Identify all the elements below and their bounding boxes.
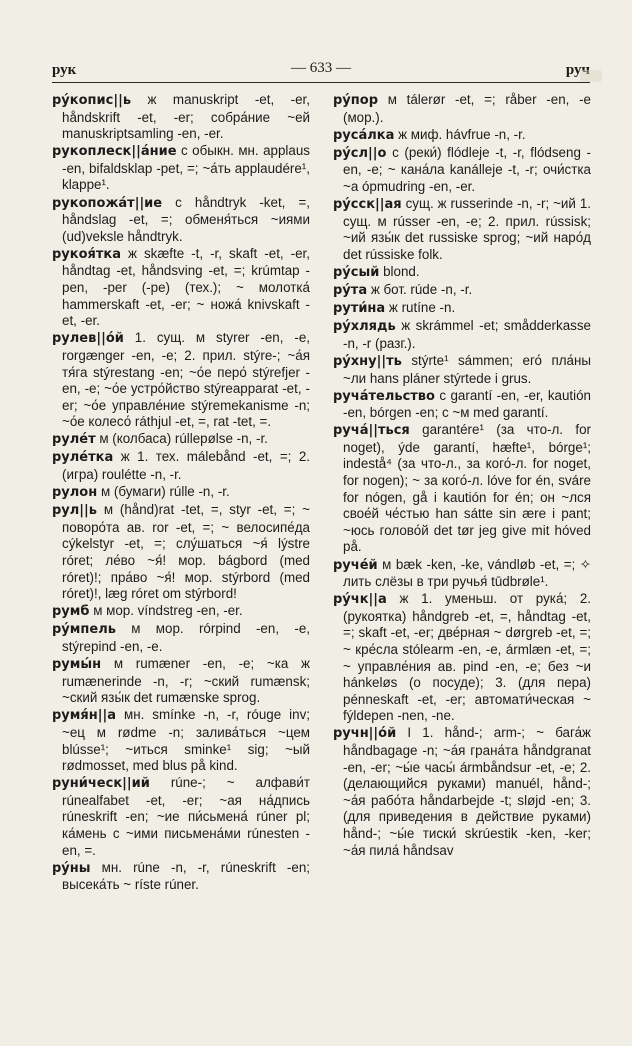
- dictionary-entry: [52, 860, 310, 894]
- dictionary-entry: [52, 484, 310, 502]
- entry-headword: рути́на: [333, 301, 386, 317]
- dictionary-entry: [52, 431, 310, 449]
- dictionary-entry: [52, 195, 310, 246]
- entry-headword: руча́тельство: [333, 388, 435, 404]
- dictionary-entry: [333, 92, 591, 126]
- entry-headword: ру́пор: [333, 93, 378, 108]
- dictionary-entry: [52, 603, 310, 621]
- entry-headword: рулон: [52, 485, 98, 501]
- left-column: [52, 92, 310, 932]
- entry-definition: мн. smínke -n, -r, róuge inv; ~ец м rødme -n; залива́ться ~цем blússe¹; ~иться sminke¹ sig; ~ый rødmosset, med blus på kind.: [62, 707, 310, 774]
- entry-headword: ру́сый: [333, 264, 380, 280]
- dictionary-entry: [333, 300, 591, 318]
- dictionary-entry: [333, 127, 591, 145]
- entry-headword: руче́й: [333, 557, 378, 573]
- dictionary-entry: [333, 318, 591, 352]
- dictionary-entry: [52, 656, 310, 707]
- entry-definition: ж skæfte -t, -r, skaft -et, -er, håndtag -et, håndsving -et, =; krúmtap -pen, -per (-pe) (тех.); ~ молотка́ hammerskaft -et, -er; ~ ножа́ knivskaft -et, -er.: [62, 245, 310, 329]
- page-header: [52, 60, 590, 82]
- entry-headword: румя́н||а: [52, 708, 117, 724]
- dictionary-entry: [333, 264, 591, 282]
- entry-headword: рукоя́тка: [52, 246, 122, 262]
- dictionary-entry: [333, 282, 591, 300]
- entry-definition: с garantí -en, -er, kautión -en, bórgen -en; с ~м med garantí.: [343, 387, 591, 421]
- entry-definition: с håndtryk -ket, =, håndslag -et, =; обменя́ться ~иями (ud)veksle håndtryk.: [62, 194, 310, 244]
- dictionary-entry: [52, 621, 310, 655]
- entry-definition: ж rutíne -n.: [385, 300, 456, 316]
- entry-headword: ру́чк||а: [333, 592, 387, 608]
- entry-headword: рукоплеск||а́ние: [52, 144, 177, 160]
- entry-definition: ж бот. rúde -n, -r.: [367, 282, 473, 298]
- entry-headword: ру́мпель: [52, 622, 116, 638]
- entry-definition: stýrte¹ sámmen; его́ пла́ны ~ли hans pláner stýrtede i grus.: [343, 352, 591, 386]
- entry-headword: рулев||о́й: [52, 331, 124, 347]
- entry-definition: ж 1. уменьш. от рука́; 2. (рукоятка) håndgreb -et, =, håndtag -et, =; skaft -et, -er; две́рная ~ dørgreb -et, =; ~ кре́сла stólearm -en, -e, ármlæn -et, =; ~ управле́ния ав. pind -en, -e; без ~и hánkeløs (о посуде); 3. (для пера) pénneskaft -et, -er; автомати́ческая ~ fýldepen -nen, -ne.: [343, 591, 591, 724]
- header-right-guideword: руч: [565, 62, 590, 78]
- entry-headword: ру́ны: [52, 860, 91, 876]
- entry-headword: румб: [52, 604, 90, 620]
- entry-headword: руни́ческ||ий: [52, 776, 150, 792]
- dictionary-entry: [52, 92, 310, 143]
- entry-headword: румы́н: [52, 657, 102, 673]
- dictionary-entry: [333, 388, 591, 422]
- entry-headword: ру́сл||о: [333, 145, 387, 161]
- entry-headword: рукопожа́т||ие: [52, 195, 163, 211]
- entry-definition: ж skrámmel -et; smådderkasse -n, -r (разг.).: [343, 318, 591, 351]
- entry-definition: мн. rúne -n, -r, rúneskrift -en; высека́ть ~ ríste rúner.: [62, 859, 310, 893]
- right-column: [333, 92, 591, 932]
- entry-definition: rúne-; ~ алфави́т rúnealfabet -et, -er; ~ая на́дпись rúneskrift -en; ~ие пи́сьмена́ rúner pl; ка́мень с ~ими письмена́ми rúnesten -en, =.: [62, 775, 310, 858]
- entry-definition: ж manuskript -et, -er, håndskrift -et, -er; собра́ние ~ей manuskriptsamling -en, -er.: [62, 92, 310, 142]
- entry-headword: ру́копис||ь: [52, 93, 132, 108]
- entry-definition: м (колбаса) rúllepølse -n, -r.: [95, 431, 268, 447]
- entry-headword: руса́лка: [333, 127, 395, 143]
- dictionary-entry: [52, 707, 310, 774]
- entry-definition: м tálerør -et, =; råber -en, -e (мор.).: [343, 92, 591, 125]
- dictionary-entry: [333, 145, 591, 196]
- header-left-guideword: рук: [52, 62, 77, 78]
- entry-definition: с (реки́) flódleje -t, -r, flódseng -en, -e; ~ кана́ла kanálleje -t, -r; очи́стка ~а ópmudring -en, -er.: [343, 144, 591, 194]
- dictionary-entry: [52, 330, 310, 431]
- entry-definition: ж миф. hávfrue -n, -r.: [394, 126, 526, 142]
- entry-definition: м bæk -ken, -ke, vándløb -et, =; ✧ лить слёзы в три ручья́ tūdbrøle¹.: [343, 556, 591, 590]
- entry-headword: рул||ь: [52, 503, 98, 519]
- entry-definition: сущ. ж russerinde -n, -r; ~ий 1. сущ. м rússer -en, -e; 2. прил. rússisk; ~ий язы́к det russiske sprog; ~ий наро́д det rússiske folk.: [343, 196, 591, 262]
- entry-headword: ру́та: [333, 283, 368, 299]
- entry-headword: руча́||ться: [333, 423, 410, 439]
- dictionary-entry: [333, 353, 591, 387]
- entry-headword: ру́хлядь: [333, 319, 396, 335]
- entry-definition: blond.: [379, 263, 420, 279]
- entry-definition: с обыкн. мн. applaus -en, bifaldsklap -pet, =; ~а́ть applaudére¹, klappe¹.: [62, 143, 310, 193]
- dictionary-entry: [52, 143, 310, 194]
- entry-headword: руле́т: [52, 432, 96, 448]
- entry-headword: ручн||о́й: [333, 726, 397, 742]
- entry-headword: ру́хну||ть: [333, 353, 402, 369]
- entry-definition: м (hånd)rat -tet, =, styr -et, =; ~ поворо́та ав. ror -et, =; ~ велосипе́да cýkelstyr -et, =; слу́шаться ~я́ lýstre róret; ле́во ~я́! мор. bágbord (med róret)!; пра́во ~я́! мор. stýrbord (med róret)!, læg róret om stýrbord!: [62, 502, 310, 602]
- dictionary-entry: [333, 196, 591, 263]
- entry-definition: ж 1. тех. málebånd -et, =; 2. (игра) roulétte -n, -r.: [62, 449, 310, 483]
- dictionary-entry: [333, 422, 591, 556]
- paper-stain: [580, 70, 602, 82]
- entry-definition: 1. сущ. м styrer -en, -e, rorgænger -en, -e; 2. прил. stýre-; ~а́я тя́га stýrestang -en; ~о́е перо́ stýrefjer -en, -e; ~о́е устро́йство stýreapparat -et, -er; ~о́е управле́ние stýremekanisme -n; ~о́е колесо́ ráthjul -et, =, rat -tet, =.: [62, 330, 310, 430]
- entry-definition: I 1. hånd-; arm-; ~ бага́ж håndbagage -n; ~а́я грана́та håndgranat -en, -er; ~ы́е часы́ ármbåndsur -et, -e; 2. (делающийся руками) manuél, hånd-; ~а́я рабо́та håndarbejde -t; sløjd -en; 3. (для приведения в действие руками) hånd-; ~ы́е тиски́ skrúestik -ken, -ker; ~а́я пила́ håndsav: [343, 725, 591, 858]
- entry-definition: м мор. rórpind -en, -e, stýrepind -en, -e.: [62, 621, 310, 654]
- entry-headword: ру́сск||ая: [333, 197, 402, 213]
- entry-headword: руле́тка: [52, 450, 114, 466]
- header-rule: [52, 82, 590, 83]
- dictionary-entry: [52, 449, 310, 483]
- entry-definition: м (бумаги) rúlle -n, -r.: [97, 484, 230, 500]
- entry-definition: м rumæner -en, -e; ~ка ж rumænerinde -n, -r; ~ский rumænsk; ~ский язы́к det rumænske sprog.: [62, 656, 310, 706]
- dictionary-entry: [52, 246, 310, 330]
- dictionary-entry: [333, 591, 591, 725]
- dictionary-entry: [52, 502, 310, 603]
- dictionary-entry: [333, 725, 591, 859]
- page-number: — 633 —: [291, 60, 351, 76]
- entry-definition: м мор. víndstreg -en, -er.: [89, 603, 243, 619]
- dictionary-entry: [52, 775, 310, 859]
- entry-definition: garantére¹ (за что-л. for noget), ýde garantí, hæfte¹, bórge¹; indestå⁴ (за что-л., за кого́-л. for noget, for nogen); ~ за кого́-л. lóve for én, sváre for nógen, gå i kautión for én; он ~лся свое́й че́стью han sátte sin ære i pant; ~юсь голово́й det tør jeg give mit hóved på.: [343, 422, 591, 555]
- dictionary-entry: [333, 557, 591, 591]
